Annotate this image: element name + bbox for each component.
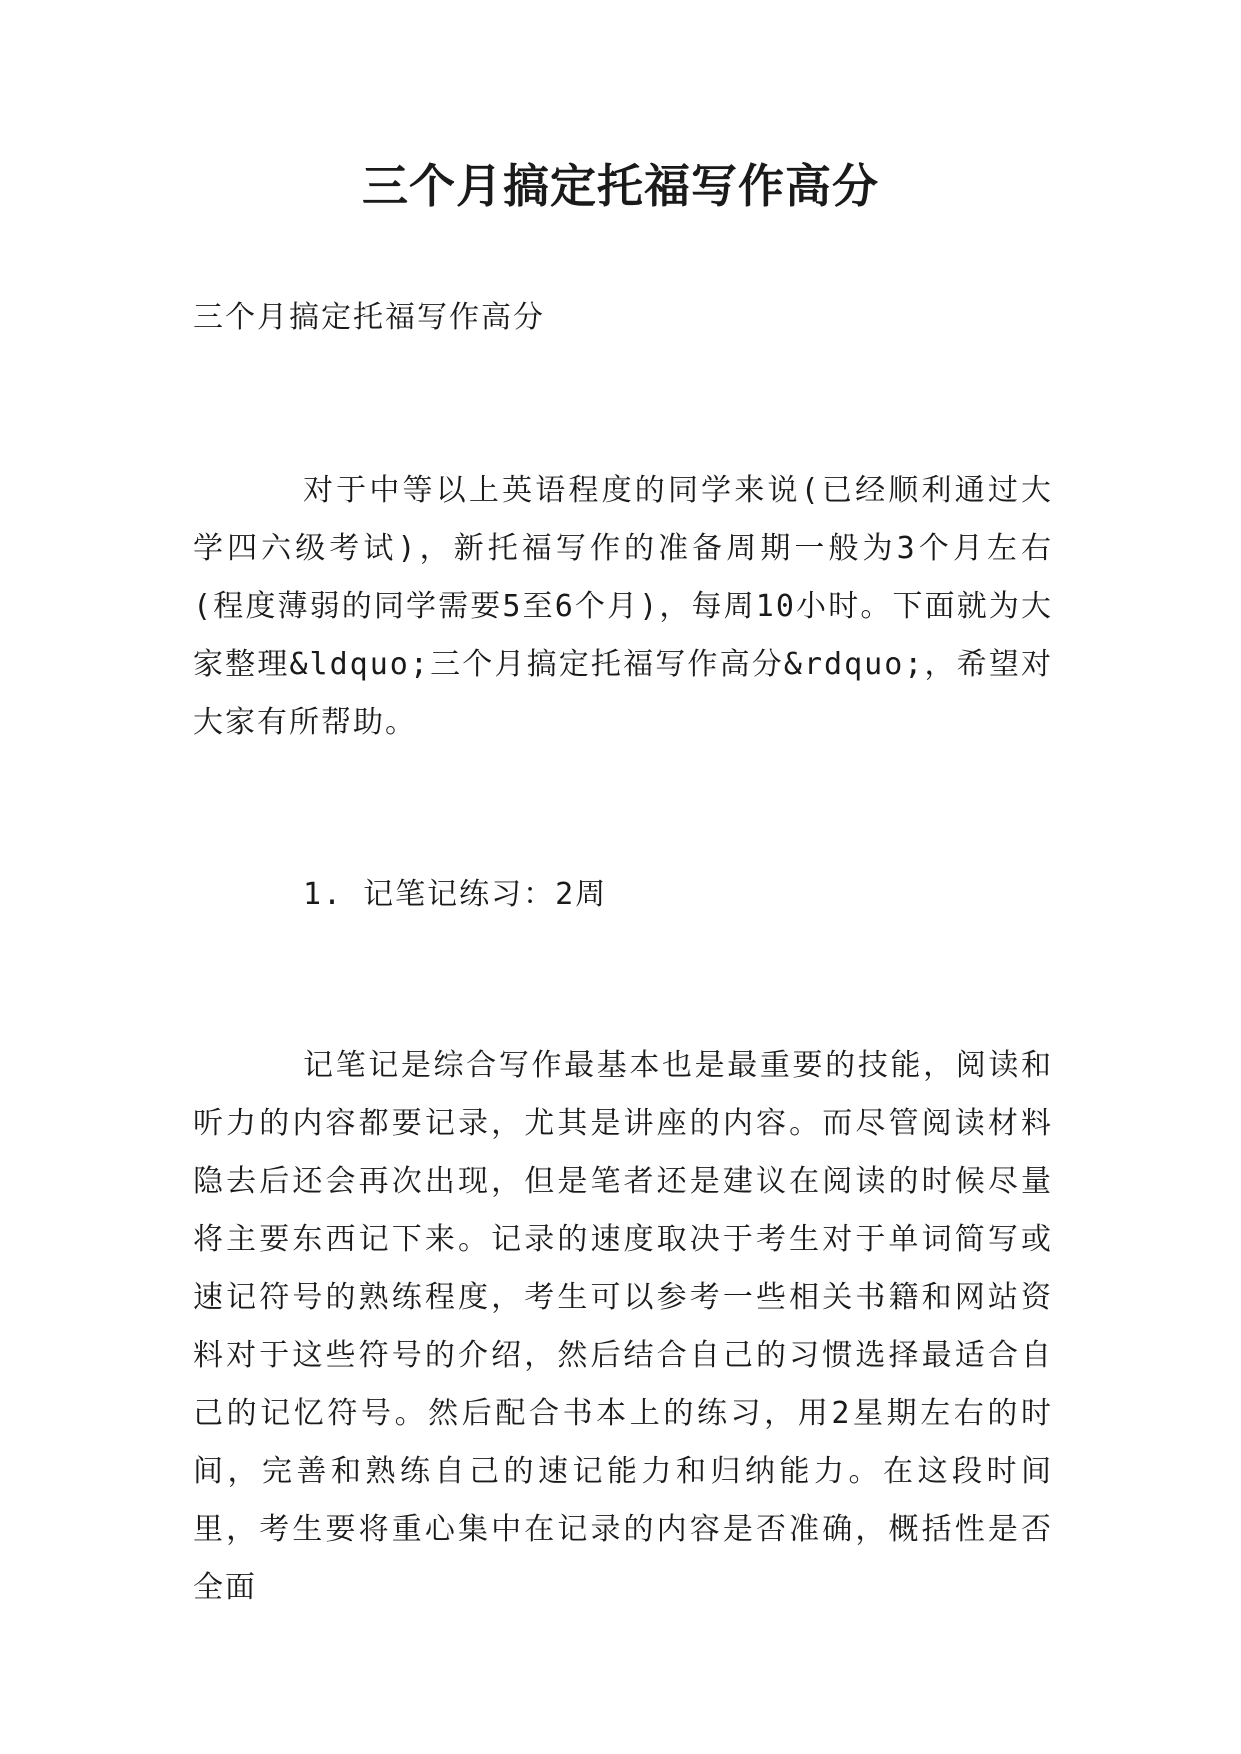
- section-heading: 1. 记笔记练习：2周: [303, 877, 608, 912]
- document-subtitle: 三个月搞定托福写作高分: [193, 300, 545, 335]
- section-paragraph: 记笔记是综合写作最基本也是最重要的技能，阅读和听力的内容都要记录，尤其是讲座的内容。而尽管阅读材料隐去后还会再次出现，但是笔者还是建议在阅读的时候尽量将主要东西记下来。记录的速度取决于考生对于单词简写或速记符号的熟练程度，考生可以参考一些相关书籍和网站资料对于这些符号的介绍，然后结合自己的习惯选择最适合自己的记忆符号。然后配合书本上的练习，用2星期左右的时间，完善和熟练自己的速记能力和归纳能力。在这段时间里，考生要将重心集中在记录的内容是否准确，概括性是否全面: [193, 1048, 1053, 1605]
- intro-paragraph: 对于中等以上英语程度的同学来说(已经顺利通过大学四六级考试)，新托福写作的准备周期一般为3个月左右(程度薄弱的同学需要5至6个月)，每周10小时。下面就为大家整理&ldquo;三个月搞定托福写作高分&rdquo;，希望对大家有所帮助。: [193, 473, 1053, 740]
- document-title: 三个月搞定托福写作高分: [362, 159, 879, 213]
